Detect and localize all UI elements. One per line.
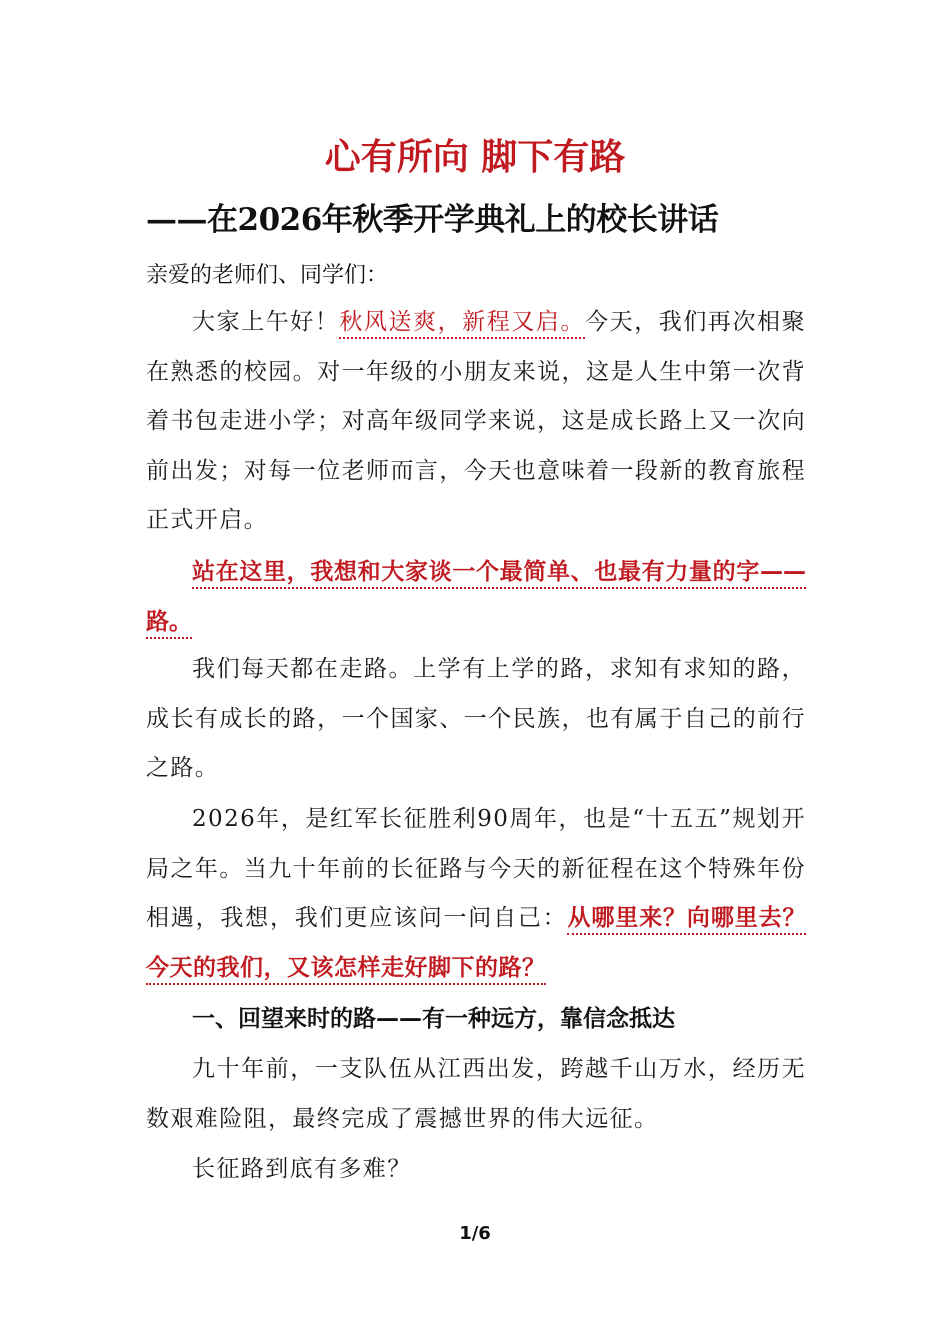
paragraph-long-march: 九十年前，一支队伍从江西出发，跨越千山万水，经历无数艰难险阻，最终完成了震撼世界的伟大远征。 <box>146 1056 806 1132</box>
paragraph-opening <box>146 298 806 546</box>
document-subtitle: ——在2026年秋季开学典礼上的校长讲话 <box>146 202 719 238</box>
highlight-questions: 从哪里来？向哪里去？今天的我们，又该怎样走好脚下的路？ <box>146 905 806 985</box>
paragraph-opening-lead: 大家上午好！ <box>192 309 340 335</box>
paragraph-2026-body: 2026年，是红军长征胜利90周年，也是“十五五”规划开局之年。当九十年前的长征路与今天的新征程在这个特殊年份相遇，我想，我们更应该问一问自己： <box>146 806 806 931</box>
greeting: 亲爱的老师们、同学们： <box>146 263 389 288</box>
paragraph-question: 长征路到底有多难？ <box>192 1156 412 1182</box>
document-title: 心有所向 脚下有路 <box>324 137 626 178</box>
paragraph-everyday-road: 我们每天都在走路。上学有上学的路，求知有求知的路，成长有成长的路，一个国家、一个民族，也有属于自己的前行之路。 <box>146 656 806 781</box>
page-number: 1/6 <box>459 1223 491 1244</box>
paragraph-opening-body: 今天，我们再次相聚在熟悉的校园。对一年级的小朋友来说，这是人生中第一次背着书包走进小学；对高年级同学来说，这是成长路上又一次向前出发；对每一位老师而言，今天也意味着一段新的教育旅程正式开启。 <box>146 309 807 533</box>
highlight-phrase: 秋风送爽，新程又启。 <box>339 309 585 339</box>
paragraph-2026 <box>146 795 806 993</box>
road-theme-text: 站在这里，我想和大家谈一个最简单、也最有力量的字——路。 <box>146 559 806 639</box>
paragraph-road-theme <box>146 548 806 647</box>
section-heading-1: 一、回望来时的路——有一种远方，靠信念抵达 <box>192 1006 675 1032</box>
